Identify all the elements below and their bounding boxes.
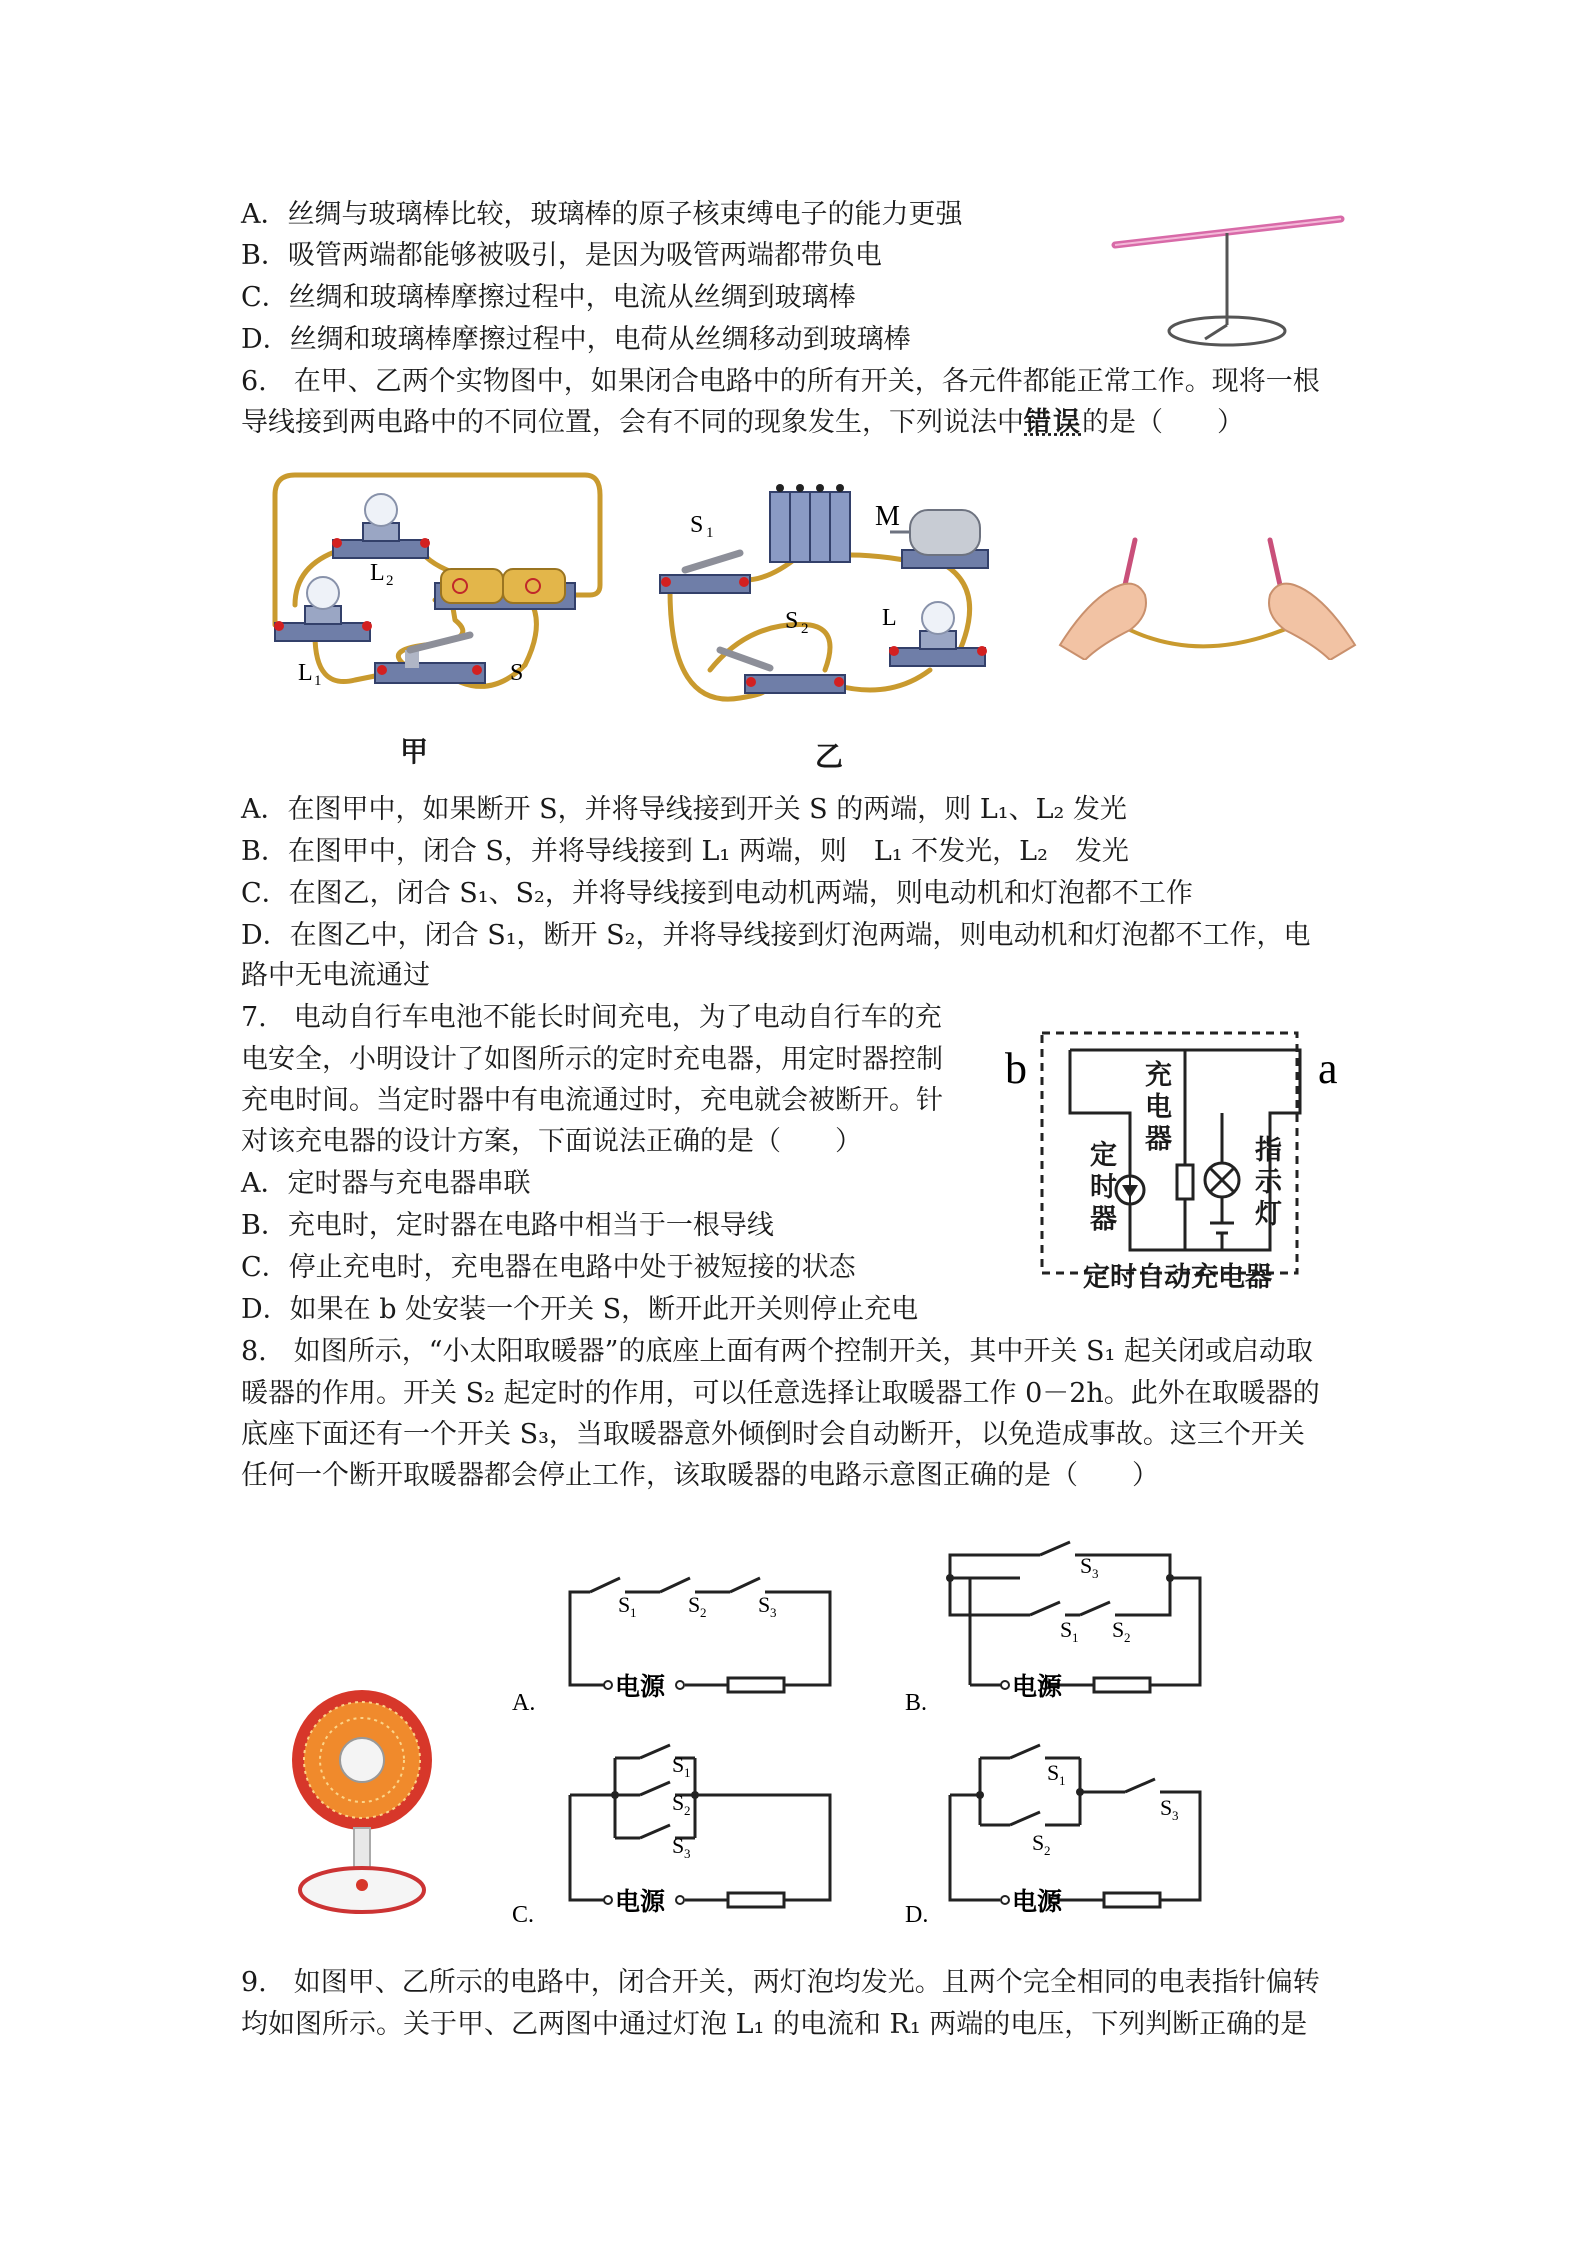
q5-option-a[interactable]: A．丝绸与玻璃棒比较，玻璃棒的原子核束缚电子的能力更强 bbox=[241, 199, 963, 230]
q7-figure-caption: 定时自动充电器 bbox=[1083, 1262, 1272, 1293]
q8-circuit-options-figure bbox=[500, 1540, 1300, 1930]
label-l1: L bbox=[298, 660, 313, 686]
q8-option-c-label: C. bbox=[512, 1902, 535, 1928]
q5-option-c[interactable]: C．丝绸和玻璃棒摩擦过程中，电流从丝绸到玻璃棒 bbox=[241, 282, 856, 313]
b-s1-sub: 1 bbox=[1072, 1630, 1079, 1645]
q8-stem-line2: 暖器的作用。开关 S₂ 起定时的作用，可以任意选择让取暖器工作 0－2h。此外在取暖器的 bbox=[241, 1378, 1320, 1409]
a-s1-sub: 1 bbox=[630, 1605, 637, 1620]
q5-option-b[interactable]: B．吸管两端都能够被吸引，是因为吸管两端都带负电 bbox=[241, 240, 882, 271]
b-power-label: 电源 bbox=[1012, 1674, 1063, 1701]
lamp-l2-base bbox=[333, 540, 428, 558]
q6-option-d[interactable]: D．在图乙中，闭合 S₁，断开 S₂，并将导线接到灯泡两端，则电动机和灯泡都不工作，电 bbox=[241, 920, 1311, 951]
hands-holding-wire-figure bbox=[1055, 515, 1360, 660]
q6-stem-text: 导线接到两电路中的不同位置，会有不同的现象发生，下列说法中 bbox=[241, 407, 1024, 438]
label-s: S bbox=[510, 660, 524, 686]
circuit-yi-figure bbox=[640, 470, 990, 735]
c-power-label: 电源 bbox=[615, 1889, 666, 1916]
battery-icon bbox=[503, 569, 565, 603]
a-s2-sub: 2 bbox=[700, 1605, 707, 1620]
q7-stem-line3: 充电时间。当定时器中有电流通过时，充电就会被断开。针 bbox=[241, 1085, 943, 1116]
lamp-l-base bbox=[890, 648, 985, 666]
b-s1-label: S bbox=[1060, 1617, 1073, 1642]
c-s1-label: S bbox=[672, 1752, 685, 1777]
motor-icon bbox=[910, 510, 980, 555]
caption-jia: 甲 bbox=[400, 735, 429, 768]
small-sun-heater-image bbox=[290, 1680, 440, 1920]
lamp-l1-base bbox=[275, 623, 370, 641]
q8-stem-line3: 底座下面还有一个开关 S₃，当取暖器意外倾倒时会自动断开，以免造成事故。这三个开关 bbox=[241, 1419, 1305, 1450]
d-s1-sub: 1 bbox=[1059, 1773, 1066, 1788]
label-l2-sub: 2 bbox=[386, 573, 394, 589]
q7-stem-line4: 对该充电器的设计方案，下面说法正确的是（ ） bbox=[241, 1126, 862, 1157]
q8-stem-line1: 8. 如图所示，“小太阳取暖器”的底座上面有两个控制开关，其中开关 S₁ 起关闭或启动取 bbox=[241, 1336, 1313, 1367]
b-s3-sub: 3 bbox=[1092, 1566, 1099, 1581]
q6-option-b[interactable]: B．在图甲中，闭合 S，并将导线接到 L₁ 两端，则 L₁ 不发光，L₂ 发光 bbox=[241, 836, 1129, 867]
label-s2: S bbox=[785, 608, 799, 634]
label-timer: 定时器 bbox=[1090, 1140, 1117, 1235]
label-l: L bbox=[882, 605, 897, 631]
q8-option-d-label: D. bbox=[905, 1902, 929, 1928]
b-s3-label: S bbox=[1080, 1553, 1093, 1578]
circuit-option-d bbox=[950, 1745, 1200, 1907]
label-l2: L bbox=[370, 560, 385, 586]
q6-stem-end: 的是（ ） bbox=[1082, 407, 1244, 438]
left-hand-icon bbox=[1060, 584, 1146, 660]
d-s1-label: S bbox=[1047, 1760, 1060, 1785]
label-charger: 充电器 bbox=[1145, 1060, 1172, 1155]
switch-s-lever bbox=[410, 635, 470, 650]
b-s2-sub: 2 bbox=[1124, 1630, 1131, 1645]
bulb-l-icon bbox=[922, 602, 954, 634]
q7-option-c[interactable]: C．停止充电时，充电器在电路中处于被短接的状态 bbox=[241, 1252, 856, 1283]
label-a: a bbox=[1318, 1044, 1338, 1093]
q9-stem-line2: 均如图所示。关于甲、乙两图中通过灯泡 L₁ 的电流和 R₁ 两端的电压，下列判断正确的是 bbox=[241, 2009, 1308, 2040]
q6-option-a[interactable]: A．在图甲中，如果断开 S，并将导线接到开关 S 的两端，则 L₁、L₂ 发光 bbox=[241, 794, 1127, 825]
label-l1-sub: 1 bbox=[314, 673, 322, 689]
q7-option-b[interactable]: B．充电时，定时器在电路中相当于一根导线 bbox=[241, 1210, 774, 1241]
switch-s-base bbox=[375, 663, 485, 683]
a-s3-label: S bbox=[758, 1592, 771, 1617]
label-m: M bbox=[875, 501, 900, 532]
battery-icon bbox=[441, 569, 503, 603]
q6-option-c[interactable]: C．在图乙，闭合 S₁、S₂，并将导线接到电动机两端，则电动机和灯泡都不工作 bbox=[241, 878, 1193, 909]
q7-option-a[interactable]: A．定时器与充电器串联 bbox=[241, 1168, 531, 1199]
c-s2-label: S bbox=[672, 1790, 685, 1815]
c-s3-label: S bbox=[672, 1833, 685, 1858]
a-s2-label: S bbox=[688, 1592, 701, 1617]
label-s2-sub: 2 bbox=[801, 621, 809, 637]
circuit-option-b bbox=[946, 1542, 1200, 1692]
label-s1-sub: 1 bbox=[706, 525, 714, 541]
a-s1-label: S bbox=[618, 1592, 631, 1617]
q7-stem-line1: 7. 电动自行车电池不能长时间充电，为了电动自行车的充 bbox=[241, 1002, 942, 1033]
bulb-l1-icon bbox=[307, 577, 339, 609]
c-s2-sub: 2 bbox=[684, 1803, 691, 1818]
q9-stem-line1: 9. 如图甲、乙所示的电路中，闭合开关，两灯泡均发光。且两个完全相同的电表指针偏转 bbox=[241, 1967, 1320, 1998]
a-power-label: 电源 bbox=[615, 1674, 666, 1701]
right-hand-icon bbox=[1269, 584, 1355, 660]
q6-stem-line1: 6. 在甲、乙两个实物图中，如果闭合电路中的所有开关，各元件都能正常工作。现将一根 bbox=[241, 366, 1320, 397]
d-power-label: 电源 bbox=[1012, 1889, 1063, 1916]
q5-option-d[interactable]: D．丝绸和玻璃棒摩擦过程中，电荷从丝绸移动到玻璃棒 bbox=[241, 324, 911, 355]
switch-s2-lever bbox=[720, 650, 770, 668]
charger-resistor-symbol bbox=[1177, 1165, 1193, 1199]
d-s2-label: S bbox=[1032, 1830, 1045, 1855]
label-b: b bbox=[1005, 1044, 1027, 1093]
label-s1: S bbox=[690, 512, 704, 538]
bulb-l2-icon bbox=[365, 494, 397, 526]
label-indicator-lamp: 指示灯 bbox=[1255, 1135, 1282, 1230]
d-s3-label: S bbox=[1160, 1795, 1173, 1820]
b-s2-label: S bbox=[1112, 1617, 1125, 1642]
switch-s1-lever bbox=[685, 553, 740, 570]
c-s1-sub: 1 bbox=[684, 1765, 691, 1780]
q6-option-d-cont: 路中无电流通过 bbox=[241, 960, 430, 991]
straw-on-stand-figure bbox=[1105, 205, 1355, 350]
a-s3-sub: 3 bbox=[770, 1605, 777, 1620]
switch-s1-base bbox=[660, 575, 750, 593]
c-s3-sub: 3 bbox=[684, 1846, 691, 1861]
d-s3-sub: 3 bbox=[1172, 1808, 1179, 1823]
d-s2-sub: 2 bbox=[1044, 1843, 1051, 1858]
q6-stem-line2 bbox=[241, 403, 1244, 443]
circuit-option-c bbox=[570, 1745, 830, 1907]
q7-option-d[interactable]: D．如果在 b 处安装一个开关 S，断开此开关则停止充电 bbox=[241, 1294, 919, 1325]
q6-stem-emphasis: 错误 bbox=[1024, 407, 1082, 438]
switch-s2-base bbox=[745, 675, 845, 693]
q8-option-b-label: B. bbox=[905, 1690, 928, 1716]
q8-option-a-label: A. bbox=[512, 1690, 536, 1716]
circuit-jia-figure bbox=[255, 465, 615, 730]
q8-stem-line4: 任何一个断开取暖器都会停止工作，该取暖器的电路示意图正确的是（ ） bbox=[241, 1460, 1159, 1491]
q7-stem-line2: 电安全，小明设计了如图所示的定时充电器，用定时器控制 bbox=[241, 1044, 943, 1075]
caption-yi: 乙 bbox=[815, 740, 844, 773]
